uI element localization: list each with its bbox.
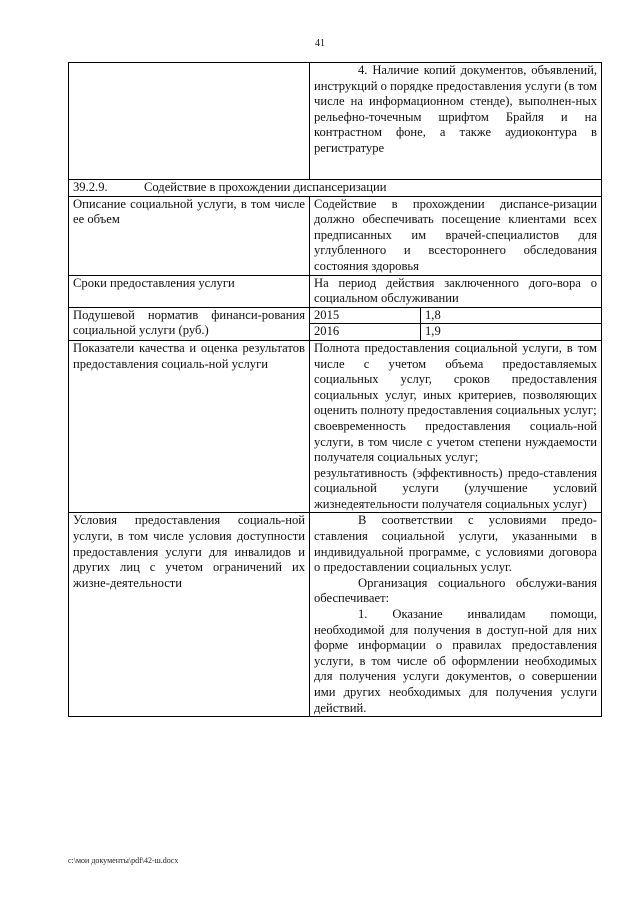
top-row-text: 4. Наличие копий документов, объявлений, инструкций о порядке предоставления услуги (в том числе на информационном стенде), выполнен-ных рельефно-точечным шрифтом Брайля и на контрастном фоне, а также аудиоконтура в регистратуре	[314, 63, 597, 155]
table-row	[69, 275, 602, 307]
norm-entry	[310, 308, 601, 325]
conditions-paragraph: В соответствии с условиями предо-ставления социальной услуги, указанными в индивидуальной программе, с условиями договора о предоставлении социальных услуг.	[314, 513, 597, 575]
norm-value: 1,8	[425, 307, 441, 322]
services-table	[68, 62, 602, 717]
quality-paragraph: результативность (эффективность) предо-ставления социальной услуги (улучшение условий жизнедеятельности получателя социальных услуг)	[314, 465, 597, 511]
norm-year: 2015	[310, 308, 421, 324]
page-number: 41	[315, 38, 325, 49]
table-row	[69, 196, 602, 275]
norm-value: 1,9	[425, 324, 441, 339]
norm-label: Подушевой норматив финанси-рования социальной услуги (руб.)	[69, 307, 310, 340]
top-row-right-cell	[310, 63, 602, 180]
footer-file-path: c:\мои документы\pdf\42-ш.docx	[68, 856, 179, 865]
terms-label: Сроки предоставления услуги	[69, 275, 310, 307]
quality-label: Показатели качества и оценка результатов предоставления социаль-ной услуги	[69, 340, 310, 513]
section-title: Содействие в прохождении диспансеризации	[143, 180, 387, 194]
quality-paragraph: Полнота предоставления социальной услуги, в том числе с учетом объема предоставляемых социальных услуг, сроков предоставления социальных услуг, иных критериев, позволяющих оценить полноту предоставления социальных услуг;	[314, 340, 597, 418]
conditions-value-cell	[310, 513, 602, 717]
conditions-paragraph: 1. Оказание инвалидам помощи, необходимой для получения в доступ-ной для них форме информации о правилах предоставления услуги, в том числе об оформлении необходимых для получения услуги документов, о совершении ими других необходимых для получения услуги действий.	[314, 607, 597, 715]
table-row	[69, 307, 602, 340]
description-value: Содействие в прохождении диспансе-ризации должно обеспечивать посещение клиентами всех предписанных им врачей-специалистов для углубленного и всестороннего обследования состояния здоровья	[310, 196, 602, 275]
table-row	[69, 63, 602, 180]
description-label: Описание социальной услуги, в том числе ее объем	[69, 196, 310, 275]
section-header-cell	[69, 180, 602, 197]
norm-entry	[310, 324, 601, 340]
table-row	[69, 513, 602, 717]
top-row-left-cell	[69, 63, 310, 180]
conditions-label: Условия предоставления социаль-ной услуги, в том числе условия доступности предоставления услуги для инвалидов и других лиц с учетом ограничений их жизне-деятельности	[69, 513, 310, 717]
terms-value: На период действия заключенного дого-вора о социальном обслуживании	[310, 275, 602, 307]
section-header-row	[69, 180, 602, 197]
quality-value-cell	[310, 340, 602, 513]
norm-year: 2016	[310, 324, 421, 340]
norm-values-cell	[310, 307, 602, 340]
conditions-paragraph: Организация социального обслужи-вания обеспечивает:	[314, 575, 597, 606]
quality-paragraph: своевременность предоставления социаль-ной услуги, в том числе с учетом степени нуждаемости получателя социальных услуг;	[314, 418, 597, 465]
table-row	[69, 340, 602, 513]
section-number: 39.2.9.	[73, 180, 108, 194]
